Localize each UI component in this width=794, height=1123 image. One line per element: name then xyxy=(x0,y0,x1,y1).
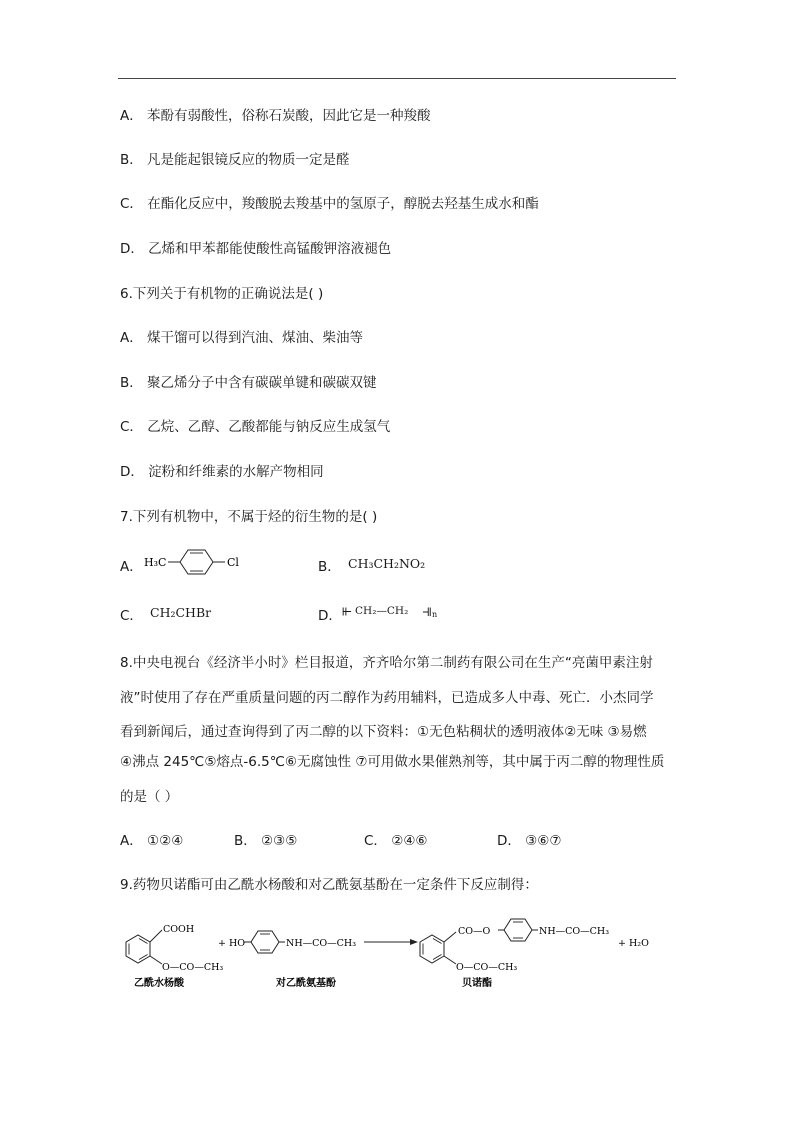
polymer-bracket-right-icon: ⫣ xyxy=(422,601,433,621)
aspirin-acetoxy: O—CO—CH₃ xyxy=(162,962,224,973)
plus-water: + H₂O xyxy=(618,938,649,949)
q7-d-repeat-unit: CH₂—CH₂ xyxy=(355,605,409,617)
q8-option-d: D． ③⑥⑦ xyxy=(497,833,562,849)
q5-option-c: C． 在酯化反应中，羧酸脱去羧基中的氢原子，醇脱去羟基生成水和酯 xyxy=(120,196,539,212)
q7-option-b-label: B． xyxy=(318,559,341,575)
name-paracetamol: 对乙酰氨基酚 xyxy=(276,978,336,989)
arrow-head-icon xyxy=(410,939,418,945)
q7-option-d-label: D． xyxy=(318,608,342,624)
header-rule xyxy=(118,78,676,79)
q7-option-c-label: C． xyxy=(120,608,143,624)
ester-link: CO—O xyxy=(458,926,491,937)
bond-line xyxy=(150,930,162,942)
benzene-ring-icon xyxy=(180,550,213,574)
benorilate-amide: NH—CO—CH₃ xyxy=(539,926,610,937)
benorilate-acetoxy: O—CO—CH₃ xyxy=(456,962,518,973)
q6-option-c: C． 乙烷、乙醇、乙酸都能与钠反应生成氢气 xyxy=(120,419,391,435)
q7-d-subscript-n: n xyxy=(432,610,438,619)
q7-option-a-label: A． xyxy=(120,559,143,575)
q7-option-a-structure xyxy=(143,546,253,578)
plus-ho: + HO xyxy=(218,938,246,949)
q6-option-d: D． 淀粉和纤维素的水解产物相同 xyxy=(120,464,324,480)
q8-option-c: C． ②④⑥ xyxy=(364,833,428,849)
q9-reaction-scheme xyxy=(118,912,678,992)
aspirin-cooh: COOH xyxy=(163,924,195,935)
q8-stem-line-4: ④沸点 245℃⑤熔点-6.5℃⑥无腐蚀性 ⑦可用做水果催熟剂等，其中属于丙二醇的物理性质 xyxy=(120,754,665,770)
q7-a-left-group: H₃C xyxy=(144,556,167,569)
bond-line xyxy=(444,956,456,964)
benzene-ring-icon xyxy=(126,935,150,963)
q9-stem: 9.药物贝诺酯可由乙酰水杨酸和对乙酰氨基酚在一定条件下反应制得： xyxy=(120,877,538,893)
q6-stem: 6.下列关于有机物的正确说法是( ) xyxy=(120,286,324,302)
q8-option-a: A． ①②④ xyxy=(120,833,184,849)
q5-option-a: A． 苯酚有弱酸性，俗称石炭酸，因此它是一种羧酸 xyxy=(120,108,431,124)
q6-option-b: B． 聚乙烯分子中含有碳碳单键和碳碳双键 xyxy=(120,375,377,391)
polymer-bracket-left-icon: ⫦ xyxy=(342,601,352,621)
name-benorilate: 贝诺酯 xyxy=(462,978,492,989)
q5-option-b: B． 凡是能起银镜反应的物质一定是醛 xyxy=(120,152,350,168)
q8-option-b: B． ②③⑤ xyxy=(234,833,298,849)
q8-stem-line-5: 的是（ ） xyxy=(120,789,179,805)
q5-option-d: D． 乙烯和甲苯都能使酸性高锰酸钾溶液褪色 xyxy=(120,241,392,257)
q8-stem-line-3: 看到新闻后，通过查询得到了丙二醇的以下资料：①无色粘稠状的透明液体②无味 ③易燃 xyxy=(120,724,647,740)
q7-option-b-formula: CH₃CH₂NO₂ xyxy=(348,556,426,571)
q6-option-a: A． 煤干馏可以得到汽油、煤油、柴油等 xyxy=(120,330,364,346)
bond-line xyxy=(444,932,456,942)
q7-stem: 7.下列有机物中，不属于烃的衍生物的是( ) xyxy=(120,509,378,525)
benzene-ring-icon xyxy=(420,935,444,963)
q7-a-right-group: Cl xyxy=(227,556,239,569)
q7-option-c-formula: CH₂CHBr xyxy=(150,605,212,620)
name-aspirin: 乙酰水杨酸 xyxy=(134,978,184,989)
q8-stem-line-2: 液”时使用了存在严重质量问题的丙二醇作为药用辅料，已造成多人中毒、死亡．小杰同学 xyxy=(120,690,654,706)
bond-line xyxy=(150,956,162,964)
q8-stem-line-1: 8.中央电视台《经济半小时》栏目报道，齐齐哈尔第二制药有限公司在生产“亮菌甲素注射 xyxy=(120,655,653,671)
paracetamol-amide: NH—CO—CH₃ xyxy=(286,938,357,949)
